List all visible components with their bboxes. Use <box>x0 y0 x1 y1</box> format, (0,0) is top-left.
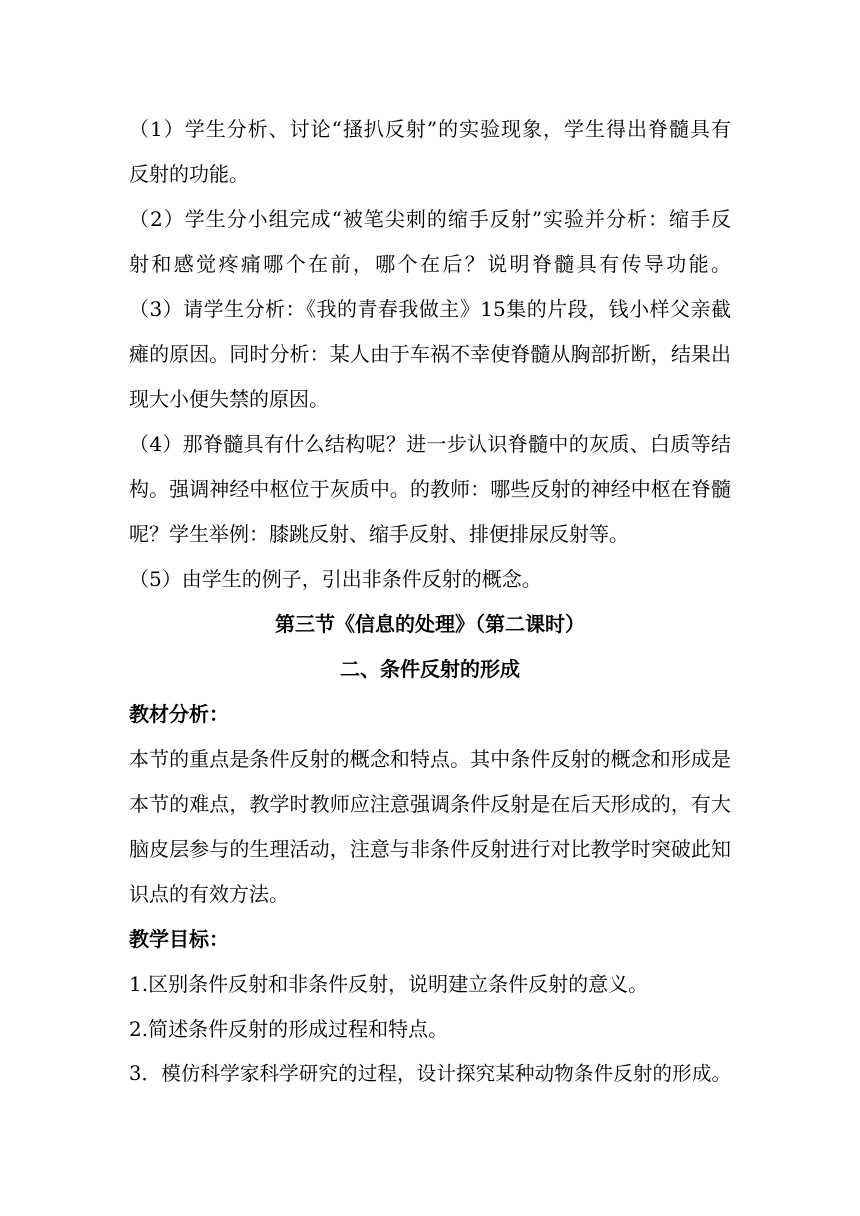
paragraph-1-line-1: （1）学生分析、讨论“搔扒反射”的实验现象，学生得出脊髓具有 <box>129 117 731 141</box>
paragraph-3-line-2: 瘫的原因。同时分析：某人由于车祸不幸使脊髓从胸部折断，结果出 <box>129 342 731 366</box>
goal-item-3: 3．模仿科学家科学研究的过程，设计探究某种动物条件反射的形成。 <box>129 1062 731 1085</box>
analysis-line-3: 脑皮层参与的生理活动，注意与非条件反射进行对比教学时突破此知 <box>129 837 731 861</box>
analysis-heading: 教材分析： <box>129 702 229 726</box>
analysis-line-2: 本节的难点，教学时教师应注意强调条件反射是在后天形成的，有大 <box>129 792 731 816</box>
paragraph-4-line-1: （4）那脊髓具有什么结构呢？进一步认识脊髓中的灰质、白质等结 <box>129 432 731 456</box>
paragraph-3-line-3: 现大小便失禁的原因。 <box>129 387 329 411</box>
paragraph-2-line-1: （2）学生分小组完成“被笔尖刺的缩手反射”实验并分析：缩手反 <box>129 207 731 231</box>
section-subtitle: 二、条件反射的形成 <box>340 657 520 681</box>
paragraph-4-line-2: 构。强调神经中枢位于灰质中。的教师：哪些反射的神经中枢在脊髓 <box>129 477 731 501</box>
paragraph-3-line-1: （3）请学生分析：《我的青春我做主》15集的片段，钱小样父亲截 <box>129 297 731 321</box>
goal-item-2: 2.简述条件反射的形成过程和特点。 <box>129 1017 449 1041</box>
goal-item-1: 1.区别条件反射和非条件反射，说明建立条件反射的意义。 <box>129 972 649 996</box>
section-title: 第三节《信息的处理》（第二课时） <box>275 612 585 636</box>
analysis-line-1: 本节的重点是条件反射的概念和特点。其中条件反射的概念和形成是 <box>129 747 731 771</box>
goals-heading: 教学目标： <box>129 927 229 951</box>
analysis-line-4: 识点的有效方法。 <box>129 882 289 906</box>
paragraph-2-line-2: 射和感觉疼痛哪个在前，哪个在后？说明脊髓具有传导功能。 <box>129 252 731 276</box>
paragraph-5-line-1: （5）由学生的例子，引出非条件反射的概念。 <box>129 567 542 591</box>
paragraph-1-line-2: 反射的功能。 <box>129 162 249 186</box>
paragraph-4-line-3: 呢？学生举例：膝跳反射、缩手反射、排便排尿反射等。 <box>129 522 629 546</box>
